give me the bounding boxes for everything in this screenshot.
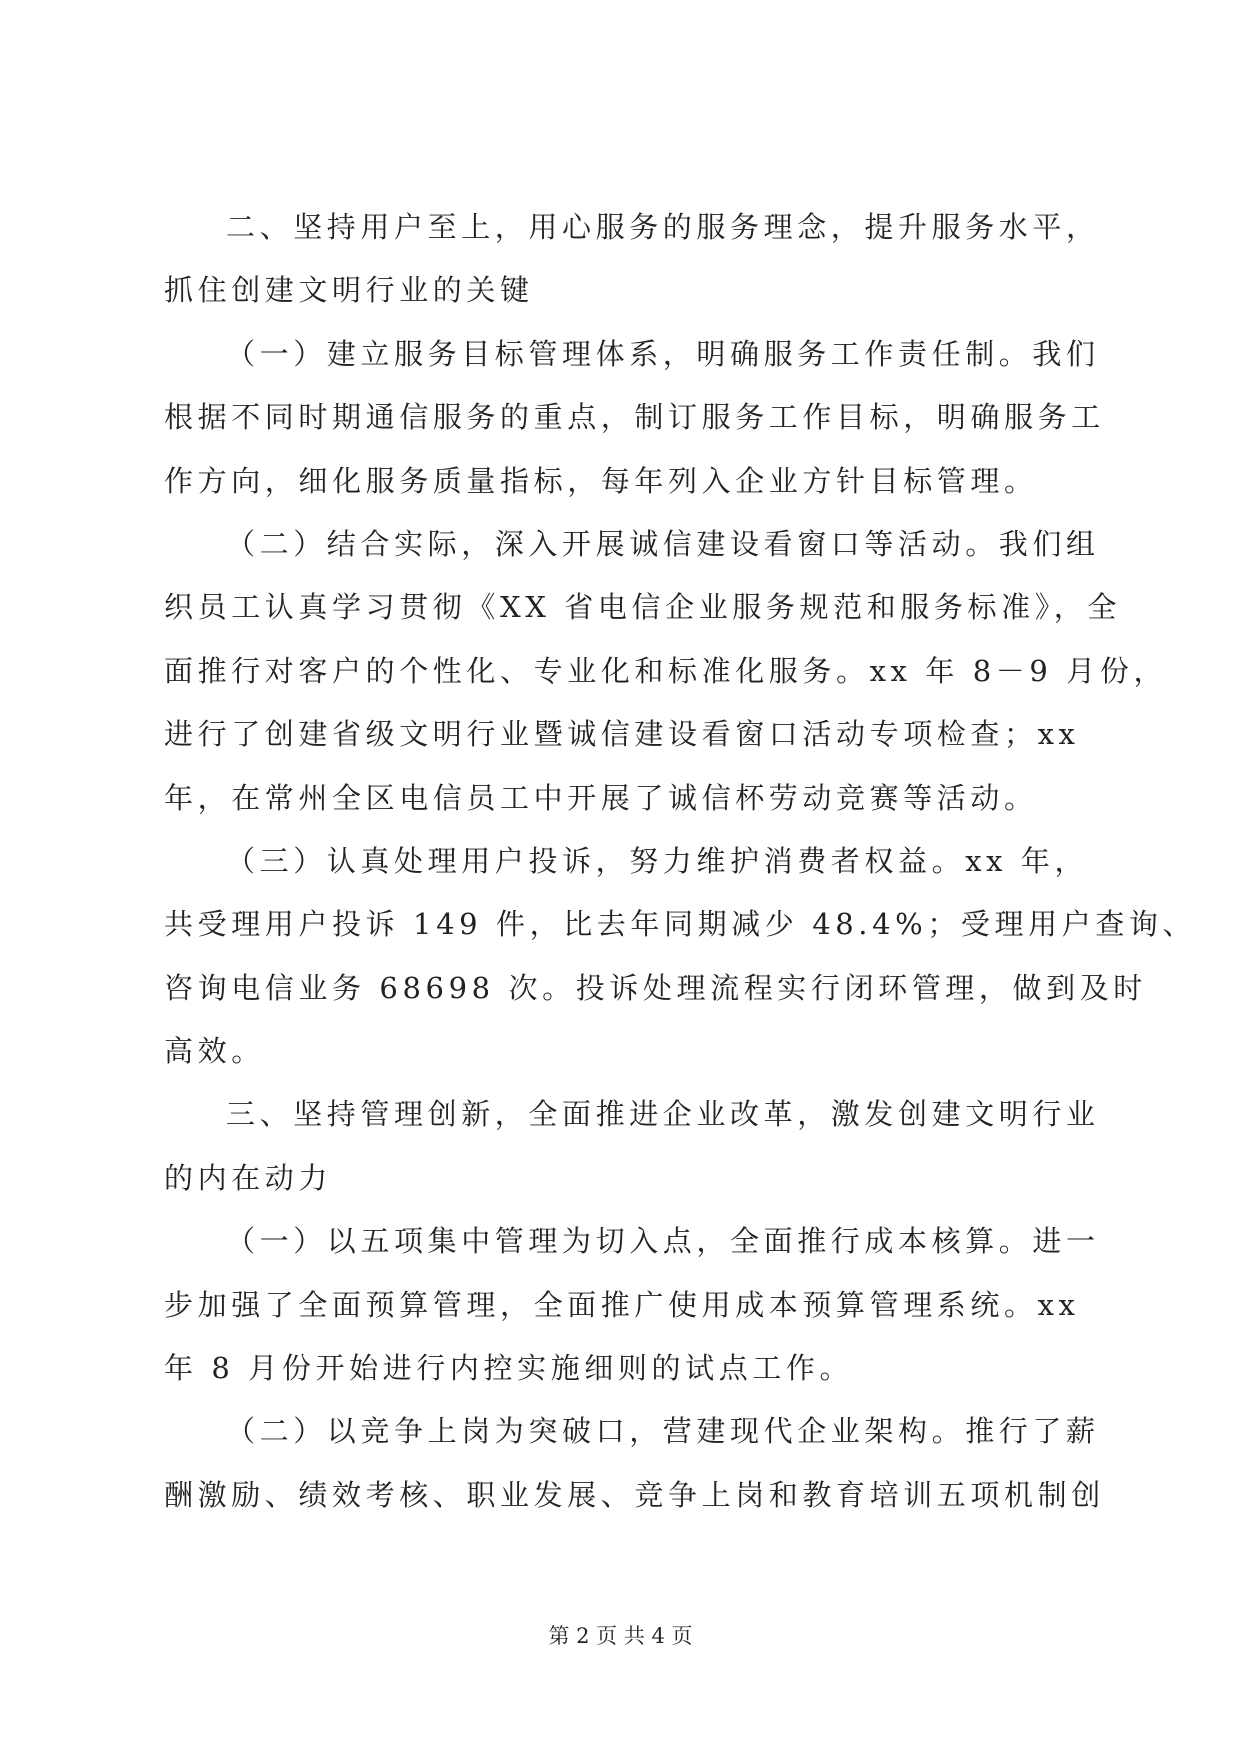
paragraph-line: 织员工认真学习贯彻《XX 省电信企业服务规范和服务标准》，全 — [164, 590, 1122, 625]
paragraph-line: （一）建立服务目标管理体系，明确服务工作责任制。我们 — [226, 336, 1100, 371]
document-body — [164, 196, 1197, 1527]
page-number-footer: 第 2 页 共 4 页 — [548, 1624, 693, 1648]
heading-section-2-line-2: 抓住创建文明行业的关键 — [164, 273, 534, 308]
paragraph-line: 共受理用户投诉 149 件，比去年同期减少 48.4%；受理用户查询、 — [164, 907, 1197, 942]
paragraph-line: 步加强了全面预算管理，全面推广使用成本预算管理系统。xx — [164, 1287, 1080, 1322]
paragraph-line: 面推行对客户的个性化、专业化和标准化服务。xx 年 8－9 月份， — [164, 653, 1168, 688]
paragraph-line: 高效。 — [164, 1034, 265, 1069]
heading-section-2-line-1: 二、坚持用户至上，用心服务的服务理念，提升服务水平， — [226, 210, 1100, 244]
heading-section-3-line-2: 的内在动力 — [164, 1160, 333, 1195]
paragraph-line: 年 8 月份开始进行内控实施细则的试点工作。 — [164, 1351, 854, 1386]
paragraph-line: 酬激励、绩效考核、职业发展、竞争上岗和教育培训五项机制创 — [164, 1477, 1105, 1512]
paragraph-line: （三）认真处理用户投诉，努力维护消费者权益。xx 年， — [226, 843, 1089, 878]
paragraph-line: 进行了创建省级文明行业暨诚信建设看窗口活动专项检查；xx — [164, 717, 1080, 752]
paragraph-line: 作方向，细化服务质量指标，每年列入企业方针目标管理。 — [164, 463, 1038, 498]
paragraph-line: 根据不同时期通信服务的重点，制订服务工作目标，明确服务工 — [164, 400, 1105, 435]
paragraph-line: 咨询电信业务 68698 次。投诉处理流程实行闭环管理，做到及时 — [164, 970, 1147, 1005]
heading-section-3-line-1: 三、坚持管理创新，全面推进企业改革，激发创建文明行业 — [226, 1097, 1100, 1132]
paragraph-line: （二）结合实际，深入开展诚信建设看窗口等活动。我们组 — [226, 526, 1100, 561]
paragraph-line: （二）以竞争上岗为突破口，营建现代企业架构。推行了薪 — [226, 1414, 1100, 1449]
paragraph-line: 年，在常州全区电信员工中开展了诚信杯劳动竞赛等活动。 — [164, 780, 1038, 815]
paragraph-line: （一）以五项集中管理为切入点，全面推行成本核算。进一 — [226, 1224, 1100, 1259]
